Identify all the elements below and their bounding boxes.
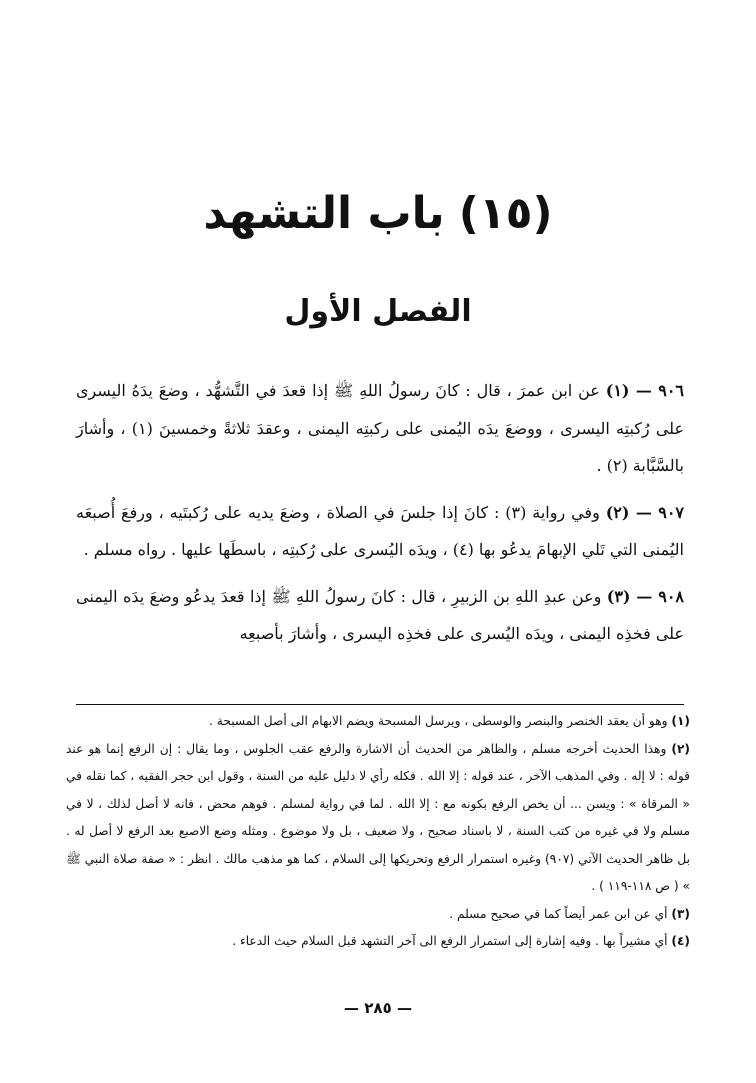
- hadith-text: عن ابن عمرَ ، قال : كانَ رسولُ اللهِ ﷺ إذا قعدَ في التَّشهُّد ، وضعَ يدَهُ اليسرى على رُكبتِه اليسرى ، ووضعَ يدَه اليُمنى على ركبتِه اليمنى ، وعقدَ ثلاثةً وخمسينَ (١) ، وأشارَ بالسَّبَّابة (٢) .: [76, 381, 685, 475]
- chapter-title: باب التشهد: [203, 188, 445, 239]
- section-heading: الفصل الأول: [284, 294, 472, 329]
- footnote-number: (٢): [671, 741, 690, 756]
- hadith-number: ٩٠٨ — (٣): [606, 586, 684, 606]
- footnote-text: أي مشيراً بها . وفيه إشارة إلى استمرار الرفع الى آخر التشهد قبل السلام حيث الدعاء .: [232, 934, 668, 948]
- footnote-4: [66, 928, 690, 956]
- hadith-906: [76, 372, 684, 485]
- hadith-907: [76, 494, 684, 569]
- chapter-number: (١٥): [458, 188, 553, 239]
- footnote-1: [66, 708, 690, 736]
- hadith-number: ٩٠٦ — (١): [605, 381, 685, 400]
- hadith-body: [76, 372, 684, 662]
- footnote-3: [66, 901, 690, 929]
- hadith-908: [76, 578, 684, 653]
- page-number: — ٢٨٥ —: [344, 999, 412, 1017]
- chapter-heading: [0, 182, 756, 246]
- footnote-text: وهو أن يعقد الخنصر والبنصر والوسطى ، ويرسل المسبحة ويضم الابهام الى أصل المسبحة .: [209, 714, 668, 728]
- hadith-text: وفي رواية (٣) : كانَ إذا جلسَ في الصلاة ، وضعَ يديه على رُكبتَيه ، ورفعَ أُصبعَه اليُمنى التي تَلي الإبهامَ يدعُو بها (٤) ، ويدَه اليُسرى على رُكبتِه ، باسطَها عليها . رواه مسلم .: [76, 502, 684, 559]
- footnote-number: (٣): [671, 906, 690, 921]
- footnote-number: (٤): [671, 934, 690, 948]
- footnotes: [66, 708, 690, 956]
- hadith-number: ٩٠٧ — (٢): [605, 502, 685, 522]
- hadith-text: وعن عبدِ اللهِ بن الزبيرِ ، قال : كانَ رسولُ اللهِ ﷺ إذا قعدَ يدعُو وضعَ يدَه اليمنى على فخذِه اليمنى ، ويدَه اليُسرى على فخذِه اليسرى ، وأشارَ بأصبعِه: [76, 586, 684, 643]
- footnote-number: (١): [671, 714, 690, 728]
- footnote-text: وهذا الحديث أخرجه مسلم ، والظاهر من الحديث أن الاشارة والرفع عقب الجلوس ، وما يقال : إن الرفع إنما هو عند قوله : لا إله . وفي المذهب الآخر ، عند قوله : إلا الله . فكله رأي لا دليل عليه من السنة ، وقول ابن حجر الفقيه ، كما نقله في « المرقاة » : ويسن ... أن يخص الرفع بكونه مع : إلا الله . لما في رواية لمسلم . فوهم محض ، فانه لا أصل لذلك ، لا في مسلم ولا في غيره من كتب السنة ، لا باسناد صحيح ، ولا ضعيف ، بل ولا موضوع . ومثله وضع الاصبع بعد الرفع لا أصل له . بل ظاهر الحديث الآتي (٩٠٧) وغيره استمرار الرفع وتحريكها إلى السلام ، كما هو مذهب مالك . انظر : « صفة صلاة النبي ﷺ » ( ص ١١٨-١١٩ ) .: [66, 741, 690, 893]
- footnote-text: أي عن ابن عمر أيضاً كما في صحيح مسلم .: [449, 906, 668, 921]
- footnote-divider: [76, 704, 684, 705]
- footnote-2: [66, 736, 690, 901]
